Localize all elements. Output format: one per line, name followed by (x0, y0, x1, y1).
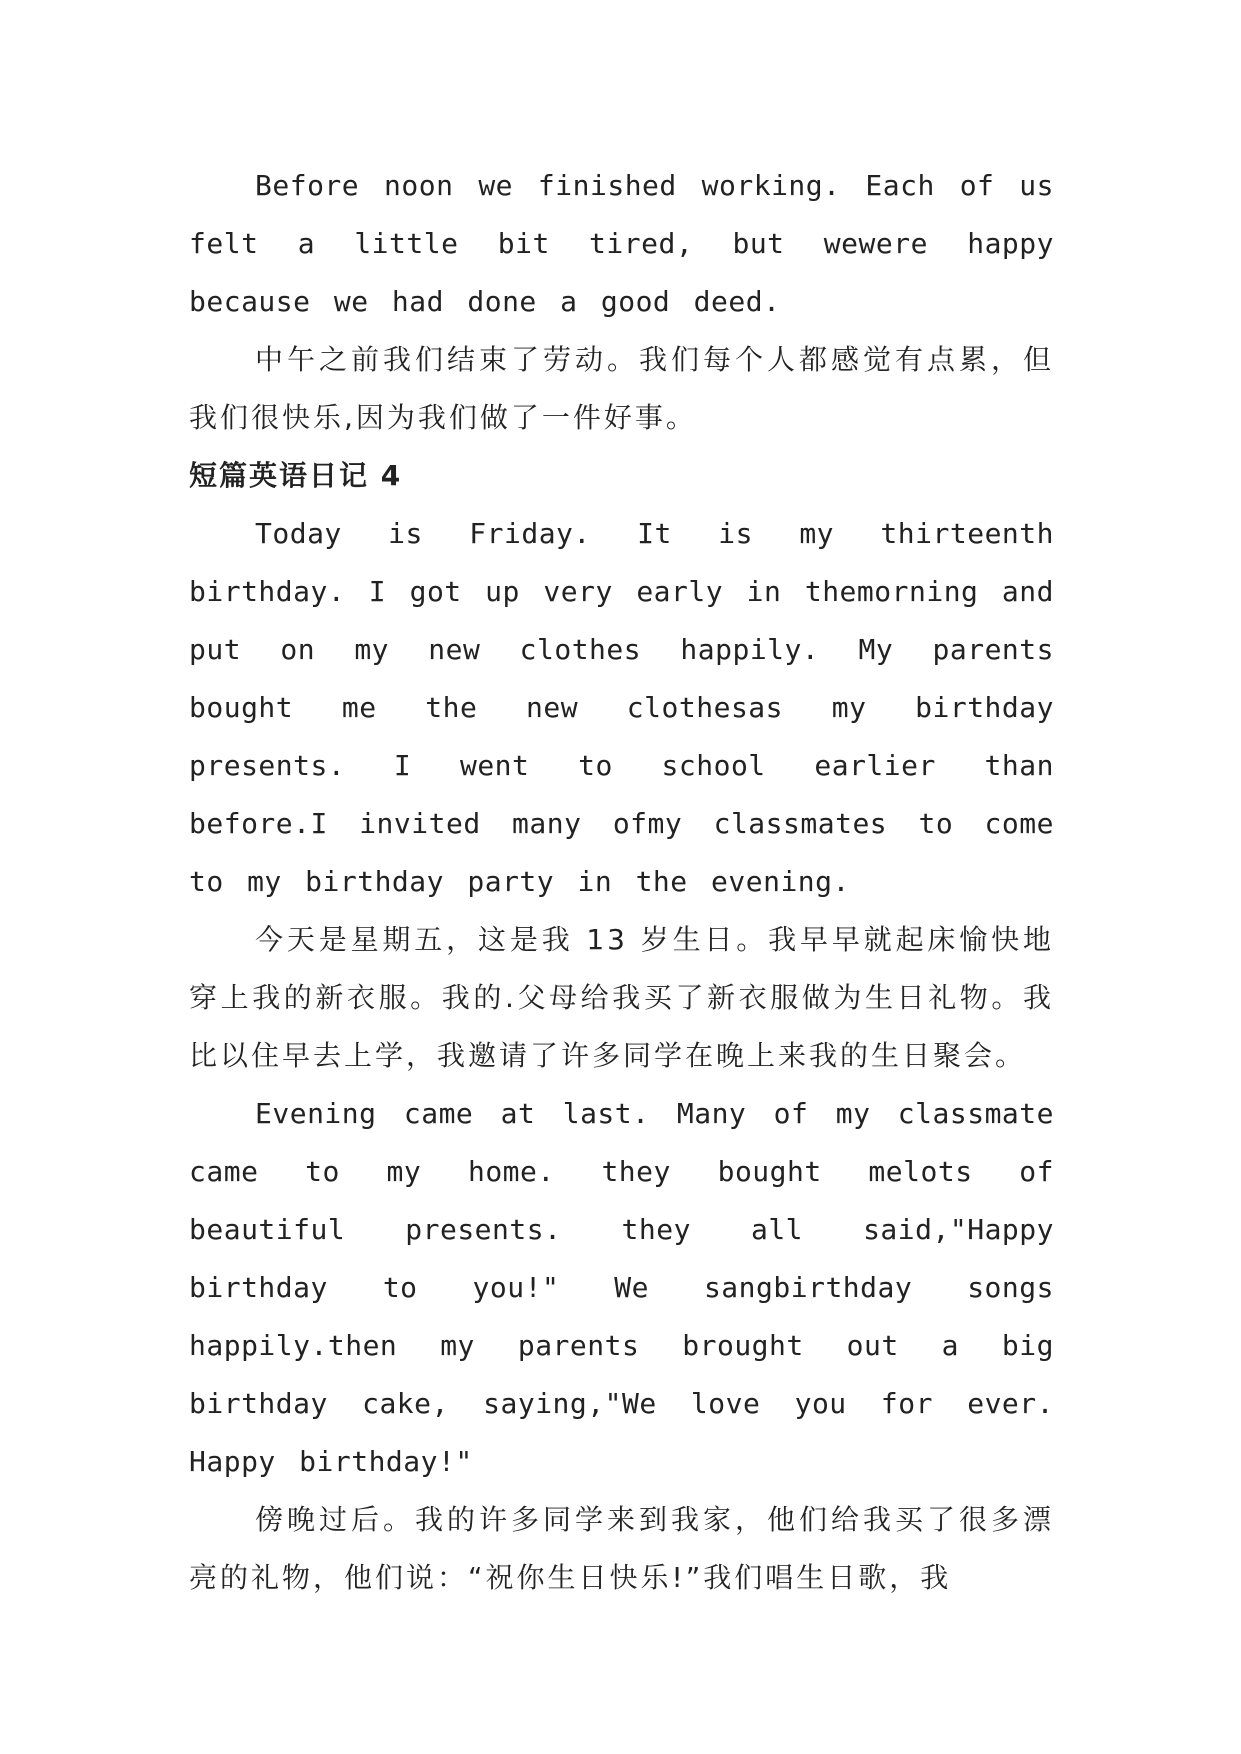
section-heading-diary-4: 短篇英语日记 4 (189, 459, 403, 492)
paragraph-zh-evening: 傍晚过后。我的许多同学来到我家，他们给我买了很多漂亮的礼物，他们说：“祝你生日快乐!”我们唱生日歌，我 (189, 1503, 1054, 1594)
document-body (189, 157, 1054, 1607)
paragraph-zh-noon: 中午之前我们结束了劳动。我们每个人都感觉有点累，但我们很快乐,因为我们做了一件好事。 (189, 343, 1054, 434)
paragraph-zh-today-friday: 今天是星期五，这是我 13 岁生日。我早早就起床愉快地穿上我的新衣服。我的.父母给我买了新衣服做为生日礼物。我比以住早去上学，我邀请了许多同学在晚上来我的生日聚会。 (189, 923, 1054, 1072)
paragraph-en-before-noon: Before noon we finished working. Each of us felt a little bit tired, but wewere happy because we had done a good deed. (189, 169, 1054, 318)
paragraph-en-evening: Evening came at last. Many of my classmate came to my home. they bought melots of beautiful presents. they all said,"Happy birthday to you!" We sangbirthday songs happily.then my parents brought out a big birthday cake, saying,"We love you for ever. Happy birthday!" (189, 1097, 1054, 1478)
paragraph-en-today-friday: Today is Friday. It is my thirteenth birthday. I got up very early in themorning and put on my new clothes happily. My parents bought me the new clothesas my birthday presents. I went to school earlier than before.I invited many ofmy classmates to come to my birthday party in the evening. (189, 517, 1054, 898)
